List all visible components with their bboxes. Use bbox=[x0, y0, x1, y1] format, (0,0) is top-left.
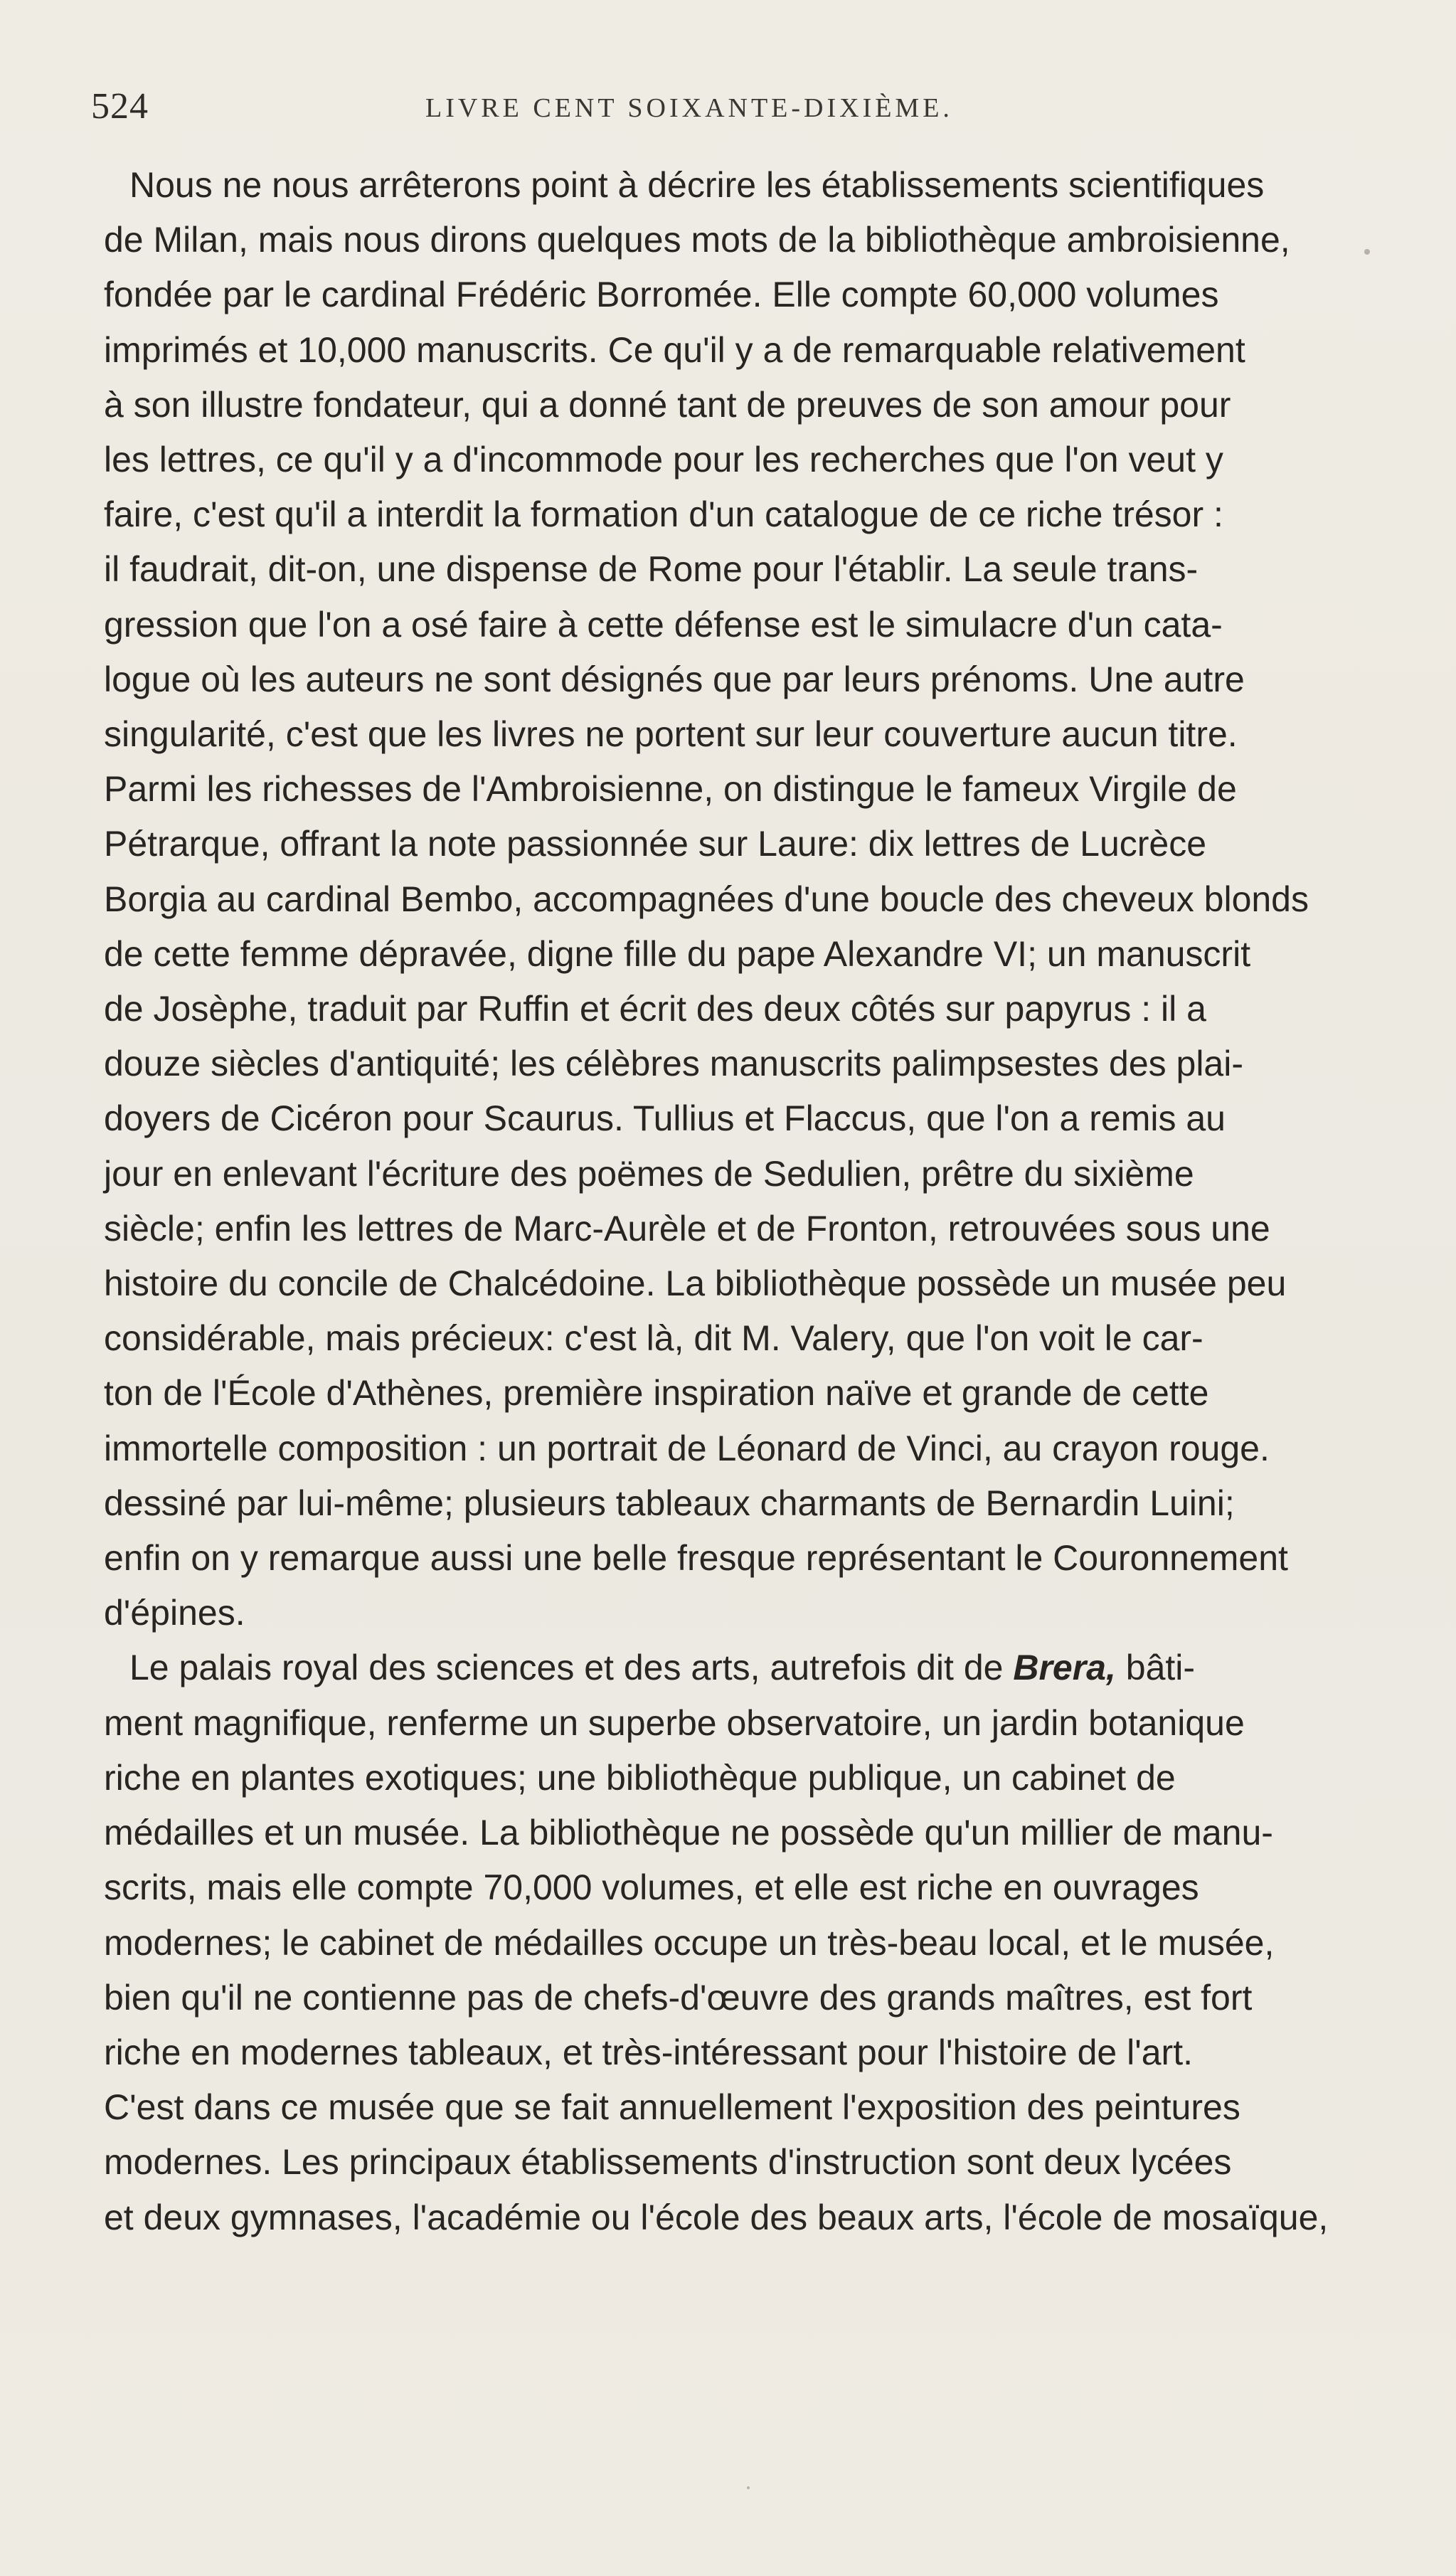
text-line: de cette femme dépravée, digne fille du pape Alexandre VI; un manuscrit bbox=[104, 933, 1251, 974]
text-line: de Milan, mais nous dirons quelques mots de la bibliothèque ambroisienne, bbox=[104, 220, 1290, 260]
page-number: 524 bbox=[91, 86, 149, 127]
text-line: modernes; le cabinet de médailles occupe un très-beau local, et le musée, bbox=[104, 1922, 1275, 1963]
text-line: Pétrarque, offrant la note passionnée sur Laure: dix lettres de Lucrèce bbox=[104, 824, 1207, 864]
text-line: douze siècles d'antiquité; les célèbres manuscrits palimpsestes des plai- bbox=[104, 1044, 1244, 1084]
text-line: dessiné par lui-même; plusieurs tableaux charmants de Bernardin Luini; bbox=[104, 1483, 1235, 1523]
text-line-first-end: bâti- bbox=[1115, 1648, 1196, 1688]
text-line-first: Nous ne nous arrêterons point à décrire les établissements scientifiques bbox=[129, 165, 1265, 205]
text-line: imprimés et 10,000 manuscrits. Ce qu'il y a de remarquable relativement bbox=[104, 329, 1245, 370]
text-line-first-start: Le palais royal des sciences et des arts, autrefois dit de bbox=[129, 1648, 1014, 1688]
paper-speck bbox=[747, 2486, 750, 2489]
text-line: immortelle composition : un portrait de Léonard de Vinci, au crayon rouge. bbox=[104, 1428, 1270, 1468]
paragraph-ambrosian-library bbox=[104, 158, 1330, 1641]
text-line: ment magnifique, renferme un superbe observatoire, un jardin botanique bbox=[104, 1702, 1245, 1743]
text-line: enfin on y remarque aussi une belle fresque représentant le Couronnement bbox=[104, 1538, 1288, 1579]
text-line: les lettres, ce qu'il y a d'incommode pour les recherches que l'on veut y bbox=[104, 440, 1223, 480]
text-line: ton de l'École d'Athènes, première inspiration naïve et grande de cette bbox=[104, 1373, 1209, 1414]
page-header bbox=[91, 85, 1343, 157]
paragraph-brera-palace bbox=[104, 1641, 1330, 2244]
text-line: de Josèphe, traduit par Ruffin et écrit des deux côtés sur papyrus : il a bbox=[104, 989, 1206, 1029]
text-line: faire, c'est qu'il a interdit la formation d'un catalogue de ce riche trésor : bbox=[104, 494, 1223, 535]
text-line bbox=[104, 1641, 1330, 1695]
text-line: histoire du concile de Chalcédoine. La bibliothèque possède un musée peu bbox=[104, 1263, 1287, 1304]
text-line: il faudrait, dit-on, une dispense de Rome pour l'établir. La seule trans- bbox=[104, 549, 1199, 590]
text-line: doyers de Cicéron pour Scaurus. Tullius et Flaccus, que l'on a remis au bbox=[104, 1098, 1226, 1139]
text-line-last: d'épines. bbox=[104, 1593, 245, 1633]
body-text bbox=[104, 158, 1330, 2245]
text-line: logue où les auteurs ne sont désignés que par leurs prénoms. Une autre bbox=[104, 659, 1245, 699]
text-line: médailles et un musée. La bibliothèque ne possède qu'un millier de manu- bbox=[104, 1813, 1273, 1853]
text-line: considérable, mais précieux: c'est là, dit M. Valery, que l'on voit le car- bbox=[104, 1318, 1203, 1359]
text-line: modernes. Les principaux établissements d'instruction sont deux lycées bbox=[104, 2142, 1232, 2183]
text-line: jour en enlevant l'écriture des poëmes de Sedulien, prêtre du sixième bbox=[104, 1153, 1194, 1194]
paper-speck bbox=[1364, 249, 1370, 255]
text-line: Parmi les richesses de l'Ambroisienne, on distingue le fameux Virgile de bbox=[104, 769, 1237, 810]
text-line: singularité, c'est que les livres ne portent sur leur couverture aucun titre. bbox=[104, 714, 1238, 755]
text-line: riche en modernes tableaux, et très-intéressant pour l'histoire de l'art. bbox=[104, 2032, 1193, 2072]
place-name-brera: Brera, bbox=[1013, 1648, 1116, 1688]
text-line: scrits, mais elle compte 70,000 volumes, et elle est riche en ouvrages bbox=[104, 1867, 1199, 1908]
text-line: gression que l'on a osé faire à cette défense est le simulacre d'un cata- bbox=[104, 604, 1223, 645]
text-line: à son illustre fondateur, qui a donné tant de preuves de son amour pour bbox=[104, 384, 1231, 425]
text-line: et deux gymnases, l'académie ou l'école des beaux arts, l'école de mosaïque, bbox=[104, 2197, 1329, 2237]
text-line bbox=[104, 158, 1330, 213]
text-line: Borgia au cardinal Bembo, accompagnées d'une boucle des cheveux blonds bbox=[104, 879, 1309, 919]
text-line: siècle; enfin les lettres de Marc-Aurèle et de Fronton, retrouvées sous une bbox=[104, 1208, 1270, 1249]
text-line: bien qu'il ne contienne pas de chefs-d'œuvre des grands maîtres, est fort bbox=[104, 1977, 1253, 2018]
text-line: C'est dans ce musée que se fait annuellement l'exposition des peintures bbox=[104, 2087, 1240, 2128]
text-line: fondée par le cardinal Frédéric Borromée. Elle compte 60,000 volumes bbox=[104, 275, 1219, 315]
running-head: LIVRE CENT SOIXANTE-DIXIÈME. bbox=[425, 93, 953, 123]
text-line: riche en plantes exotiques; une bibliothèque publique, un cabinet de bbox=[104, 1757, 1176, 1798]
